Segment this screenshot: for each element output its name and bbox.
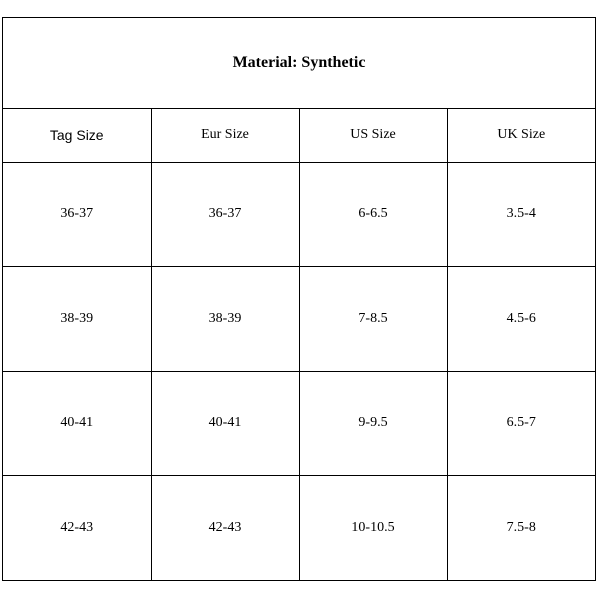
header-row [3, 109, 595, 162]
table-cell: 42-43 [151, 476, 299, 581]
table-cell: 38-39 [3, 267, 151, 372]
table-row [3, 267, 595, 372]
table-cell: 10-10.5 [299, 476, 447, 581]
size-chart [2, 17, 596, 581]
header-eur-size: Eur Size [151, 109, 299, 162]
table-cell: 7.5-8 [447, 476, 595, 581]
header-tag-size: Tag Size [3, 109, 151, 162]
header-us-size: US Size [299, 109, 447, 162]
table-cell: 36-37 [3, 162, 151, 267]
table-cell: 7-8.5 [299, 267, 447, 372]
table-cell: 3.5-4 [447, 162, 595, 267]
table-row [3, 476, 595, 581]
table-cell: 42-43 [3, 476, 151, 581]
table-cell: 6.5-7 [447, 371, 595, 476]
table-cell: 40-41 [3, 371, 151, 476]
header-uk-size: UK Size [447, 109, 595, 162]
table-cell: 6-6.5 [299, 162, 447, 267]
table-row [3, 371, 595, 476]
size-table [3, 109, 595, 580]
table-row [3, 162, 595, 267]
table-cell: 9-9.5 [299, 371, 447, 476]
table-cell: 40-41 [151, 371, 299, 476]
material-title: Material: Synthetic [3, 18, 595, 109]
table-cell: 4.5-6 [447, 267, 595, 372]
table-cell: 36-37 [151, 162, 299, 267]
table-cell: 38-39 [151, 267, 299, 372]
